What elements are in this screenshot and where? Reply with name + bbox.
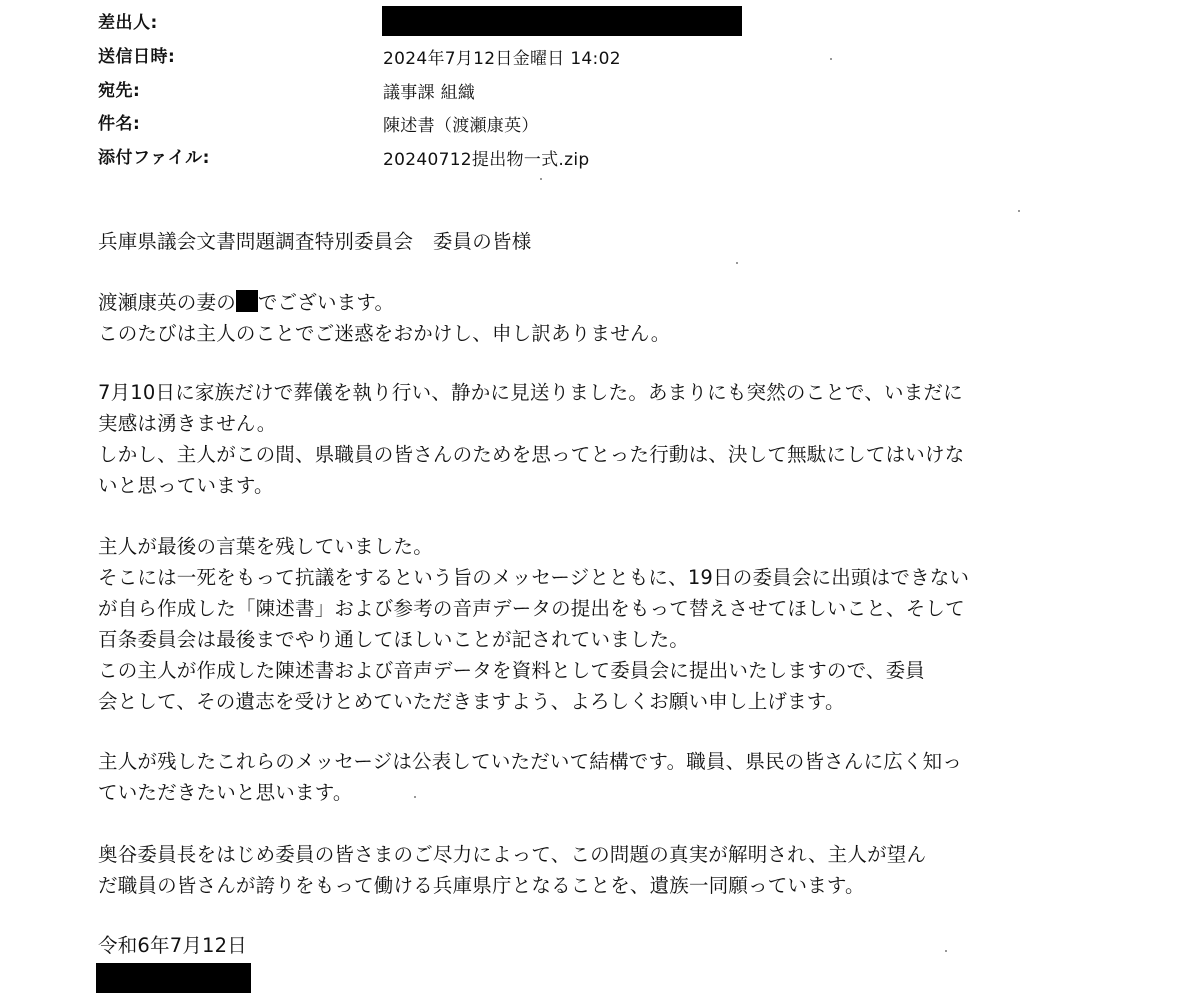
scan-speck (540, 178, 542, 180)
sent-label: 送信日時: (98, 47, 176, 67)
sent-value: 2024年7月12日金曜日 14:02 (383, 49, 621, 69)
paragraph-line: だ職員の皆さんが誇りをもって働ける兵庫県庁となることを、遺族一同願っています。 (98, 874, 865, 897)
paragraph-line: 7月10日に家族だけで葬儀を執り行い、静かに見送りました。あまりにも突然のことで、いまだに (98, 381, 963, 404)
name-redaction (236, 290, 258, 312)
paragraph-line: 奥谷委員長をはじめ委員の皆さまのご尽力によって、この問題の真実が解明され、主人が望ん (98, 843, 927, 866)
paragraph-line: 実感は湧きません。 (98, 412, 277, 435)
paragraph-line: そこには一死をもって抗議をするという旨のメッセージとともに、19日の委員会に出頭はできない (98, 566, 970, 589)
to-label: 宛先: (98, 81, 141, 101)
paragraph-line: いと思っています。 (98, 474, 274, 497)
to-value: 議事課 組織 (383, 83, 476, 103)
from-redaction (382, 6, 742, 36)
intro-line (98, 287, 394, 315)
scan-speck (945, 950, 947, 952)
signature-redaction (96, 963, 251, 993)
attachment-label: 添付ファイル: (98, 148, 210, 168)
letter-date: 令和6年7月12日 (98, 934, 247, 957)
subject-value: 陳述書（渡瀬康英） (383, 116, 539, 136)
paragraph-line: 主人が最後の言葉を残していました。 (98, 535, 433, 558)
scan-speck (830, 58, 832, 60)
attachment-value: 20240712提出物一式.zip (383, 150, 590, 170)
paragraph-line: この主人が作成した陳述書および音声データを資料として委員会に提出いたしますので、委員 (98, 659, 926, 682)
paragraph-line: 主人が残したこれらのメッセージは公表していただいて結構です。職員、県民の皆さんに広く知っ (98, 750, 963, 773)
scan-speck (414, 796, 416, 798)
paragraph-line: が自ら作成した「陳述書」および参考の音声データの提出をもって替えさせてほしいこと、そして (98, 597, 965, 620)
salutation: 兵庫県議会文書問題調査特別委員会 委員の皆様 (98, 230, 532, 253)
subject-label: 件名: (98, 114, 141, 134)
paragraph-line: 会として、その遺志を受けとめていただきますよう、よろしくお願い申し上げます。 (98, 690, 845, 713)
intro-text-before: 渡瀬康英の妻の (98, 291, 236, 314)
scan-speck (736, 262, 738, 264)
from-label: 差出人: (98, 13, 158, 33)
paragraph-line: ていただきたいと思います。 (98, 781, 353, 804)
paragraph-line: このたびは主人のことでご迷惑をおかけし、申し訳ありません。 (98, 322, 671, 345)
paragraph-line: 百条委員会は最後までやり通してほしいことが記されていました。 (98, 628, 690, 651)
scan-speck (1018, 210, 1020, 212)
intro-text-after: でございます。 (257, 291, 395, 314)
paragraph-line: しかし、主人がこの間、県職員の皆さんのためを思ってとった行動は、決して無駄にしてはいけな (98, 443, 965, 466)
